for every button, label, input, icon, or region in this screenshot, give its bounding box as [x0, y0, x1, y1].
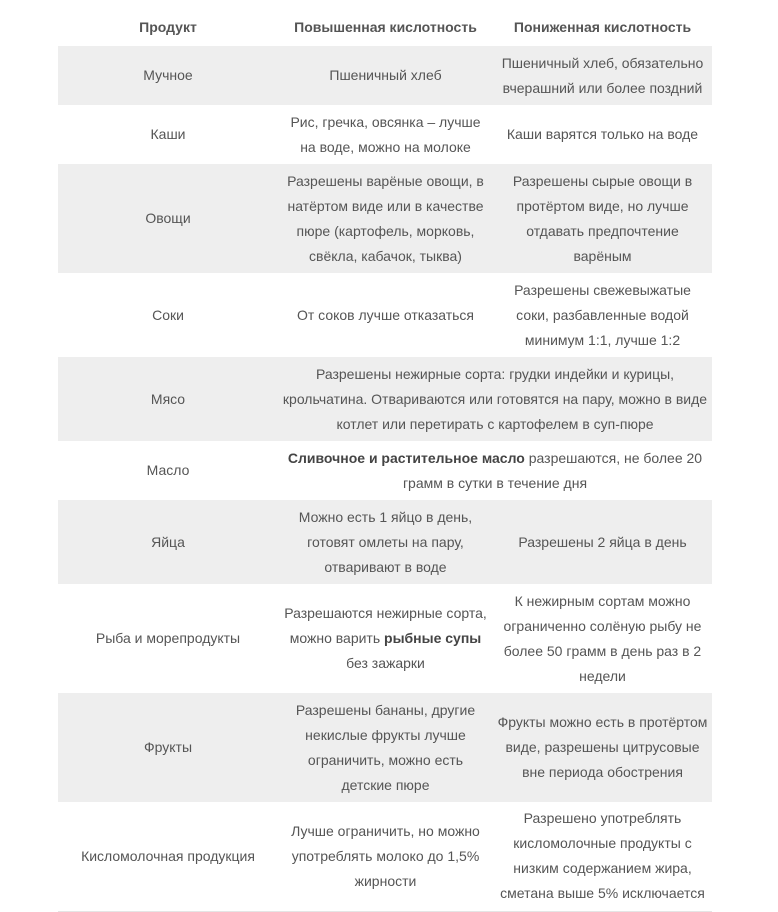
low-acidity-cell: Разрешено употреблять кисломолочные продукты с низким содержанием жира, сметана выше 5% исключается — [493, 802, 712, 911]
table-row — [58, 584, 712, 693]
high-acidity-text: Разрешаются нежирные сорта, можно варить — [284, 605, 487, 646]
high-acidity-cell: Пшеничный хлеб — [278, 46, 493, 105]
low-acidity-cell: Фрукты можно есть в протёртом виде, разрешены цитрусовые вне периода обострения — [493, 693, 712, 802]
high-acidity-cell: От соков лучше отказаться — [278, 273, 493, 357]
product-cell: Фрукты — [58, 693, 278, 802]
header-product: Продукт — [139, 19, 197, 35]
table-header-row — [58, 8, 712, 46]
header-low-acidity: Пониженная кислотность — [513, 19, 692, 35]
bold-text: Сливочное и растительное масло — [287, 449, 525, 466]
product-cell: Рыба и морепродукты — [58, 584, 278, 693]
high-acidity-cell: Разрешены варёные овощи, в натёртом виде или в качестве пюре (картофель, морковь, свёкла, кабачок, тыква) — [278, 164, 493, 273]
product-cell: Каши — [58, 105, 278, 164]
low-acidity-cell: Разрешены сырые овощи в протёртом виде, но лучше отдавать предпочтение варёным — [493, 164, 712, 273]
product-cell: Соки — [58, 273, 278, 357]
merged-cell — [278, 441, 712, 500]
diet-table — [58, 8, 712, 912]
product-cell: Мучное — [58, 46, 278, 105]
table-row — [58, 273, 712, 357]
merged-cell: Разрешены нежирные сорта: грудки индейки и курицы, крольчатина. Отвариваются или готовятся на пару, можно в виде котлет или перетирать с картофелем в суп-пюре — [278, 357, 712, 441]
high-acidity-text: без зажарки — [346, 655, 425, 671]
merged-text: разрешаются, не более 20 грамм в сутки в течение дня — [402, 449, 703, 491]
table-row — [58, 500, 712, 584]
table-row — [58, 105, 712, 164]
high-acidity-cell: Разрешены бананы, другие некислые фрукты лучше ограничить, можно есть детские пюре — [278, 693, 493, 802]
table-row — [58, 441, 712, 500]
high-acidity-cell: Лучше ограничить, но можно употреблять молоко до 1,5% жирности — [278, 802, 493, 911]
high-acidity-cell: Рис, гречка, овсянка – лучше на воде, можно на молоке — [278, 105, 493, 164]
table-row — [58, 164, 712, 273]
product-cell: Овощи — [58, 164, 278, 273]
low-acidity-cell: Пшеничный хлеб, обязательно вчерашний или более поздний — [493, 46, 712, 105]
high-acidity-cell — [278, 584, 493, 693]
table-row — [58, 802, 712, 911]
low-acidity-cell: К нежирным сортам можно ограниченно солёную рыбу не более 50 грамм в день раз в 2 недели — [493, 584, 712, 693]
low-acidity-cell: Разрешены свежевыжатые соки, разбавленные водой минимум 1:1, лучше 1:2 — [493, 273, 712, 357]
product-cell: Яйца — [58, 500, 278, 584]
table-row — [58, 357, 712, 441]
product-cell: Масло — [58, 441, 278, 500]
low-acidity-cell: Разрешены 2 яйца в день — [493, 500, 712, 584]
bold-text: рыбные супы — [384, 630, 482, 646]
product-cell: Кисломолочная продукция — [58, 802, 278, 911]
high-acidity-cell: Можно есть 1 яйцо в день, готовят омлеты на пару, отваривают в воде — [278, 500, 493, 584]
table-row — [58, 693, 712, 802]
product-cell: Мясо — [58, 357, 278, 441]
table-row — [58, 46, 712, 105]
header-high-acidity: Повышенная кислотность — [294, 19, 477, 35]
low-acidity-cell: Каши варятся только на воде — [493, 105, 712, 164]
